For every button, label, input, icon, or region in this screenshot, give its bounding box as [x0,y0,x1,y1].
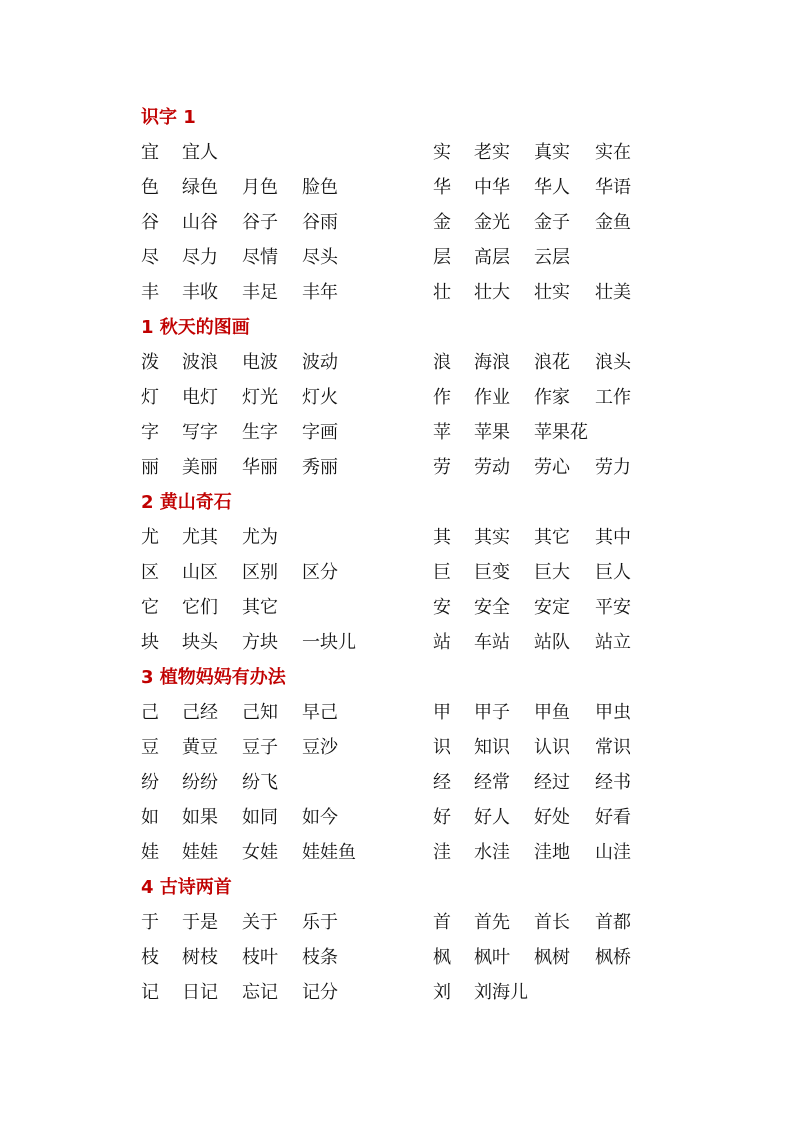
vocab-word: 山区 [182,562,218,583]
vocab-character: 枝 [141,947,159,968]
vocab-character: 站 [433,632,451,653]
vocab-word: 甲子 [474,702,510,723]
vocab-word: 纷纷 [182,772,218,793]
vocab-word: 月色 [242,177,278,198]
vocab-character: 安 [433,597,451,618]
vocab-word: 早己 [302,702,338,723]
vocab-word: 忘记 [242,982,278,1003]
vocab-row [141,975,661,1010]
vocab-word: 其它 [534,527,570,548]
vocab-word: 好看 [595,807,631,828]
vocab-word: 经书 [595,772,631,793]
vocab-word: 电灯 [182,387,218,408]
vocab-row [141,415,661,450]
vocab-word: 生字 [242,422,278,443]
vocab-word: 脸色 [302,177,338,198]
vocab-character: 丰 [141,282,159,303]
vocab-character: 苹 [433,422,451,443]
vocab-row [141,240,661,275]
vocab-word: 它们 [182,597,218,618]
vocab-character: 己 [141,702,159,723]
vocab-word: 区别 [242,562,278,583]
vocab-character: 其 [433,527,451,548]
vocab-word: 好处 [534,807,570,828]
vocab-word: 甲鱼 [534,702,570,723]
vocab-word: 枫桥 [595,947,631,968]
vocab-word: 壮美 [595,282,631,303]
vocab-word: 其中 [595,527,631,548]
vocab-word: 浪头 [595,352,631,373]
vocab-word: 女娃 [242,842,278,863]
vocab-word: 尤为 [242,527,278,548]
vocab-word: 字画 [302,422,338,443]
vocab-word: 劳力 [595,457,631,478]
vocab-word: 劳动 [474,457,510,478]
vocab-word: 作家 [534,387,570,408]
vocab-word: 作业 [474,387,510,408]
vocab-word: 如今 [302,807,338,828]
vocab-character: 色 [141,177,159,198]
vocab-character: 区 [141,562,159,583]
vocab-word: 站队 [534,632,570,653]
vocab-character: 经 [433,772,451,793]
vocab-character: 识 [433,737,451,758]
vocab-character: 字 [141,422,159,443]
vocab-row [141,380,661,415]
vocab-word: 宜人 [182,142,218,163]
vocab-character: 娃 [141,842,159,863]
vocab-word: 丰年 [302,282,338,303]
vocab-word: 首先 [474,912,510,933]
vocab-character: 刘 [433,982,451,1003]
vocab-word: 站立 [595,632,631,653]
vocab-character: 豆 [141,737,159,758]
vocab-character: 壮 [433,282,451,303]
vocab-word: 娃娃 [182,842,218,863]
vocab-character: 金 [433,212,451,233]
vocab-character: 尽 [141,247,159,268]
vocab-word: 山谷 [182,212,218,233]
vocab-word: 好人 [474,807,510,828]
vocab-word: 谷子 [242,212,278,233]
vocab-row [141,135,661,170]
vocab-word: 己知 [242,702,278,723]
vocab-word: 认识 [534,737,570,758]
vocab-word: 灯火 [302,387,338,408]
vocab-character: 洼 [433,842,451,863]
vocab-row [141,695,661,730]
vocab-character: 华 [433,177,451,198]
section-title: 2 黄山奇石 [141,492,232,513]
vocab-character: 作 [433,387,451,408]
vocab-character: 灯 [141,387,159,408]
vocab-word: 枝叶 [242,947,278,968]
vocab-word: 波动 [302,352,338,373]
vocab-word: 壮实 [534,282,570,303]
vocab-word: 乐于 [302,912,338,933]
vocab-word: 平安 [595,597,631,618]
vocab-word: 高层 [474,247,510,268]
vocab-word: 金子 [534,212,570,233]
vocab-row [141,800,661,835]
vocab-word: 波浪 [182,352,218,373]
vocab-word: 黄豆 [182,737,218,758]
vocab-character: 层 [433,247,451,268]
vocab-row [141,835,661,870]
vocab-character: 纷 [141,772,159,793]
vocab-row [141,765,661,800]
vocab-word: 灯光 [242,387,278,408]
vocab-word: 绿色 [182,177,218,198]
vocab-word: 枫树 [534,947,570,968]
vocab-character: 浪 [433,352,451,373]
vocab-word: 纷飞 [242,772,278,793]
vocab-word: 如果 [182,807,218,828]
vocab-row [141,450,661,485]
vocab-character: 块 [141,632,159,653]
vocab-word: 枫叶 [474,947,510,968]
vocab-word: 华人 [534,177,570,198]
vocab-character: 枫 [433,947,451,968]
vocab-word: 其实 [474,527,510,548]
vocab-word: 枝条 [302,947,338,968]
vocab-word: 甲虫 [595,702,631,723]
vocab-row [141,520,661,555]
vocab-row [141,170,661,205]
vocab-character: 好 [433,807,451,828]
vocab-word: 豆沙 [302,737,338,758]
vocab-word: 记分 [302,982,338,1003]
vocab-character: 尤 [141,527,159,548]
vocab-row [141,205,661,240]
vocabulary-document [141,100,661,1010]
vocab-word: 关于 [242,912,278,933]
section-title: 1 秋天的图画 [141,317,250,338]
vocab-word: 中华 [474,177,510,198]
vocab-character: 如 [141,807,159,828]
vocab-row [141,940,661,975]
vocab-word: 美丽 [182,457,218,478]
vocab-word: 于是 [182,912,218,933]
vocab-character: 甲 [433,702,451,723]
vocab-row [141,555,661,590]
section-title: 4 古诗两首 [141,877,232,898]
vocab-word: 老实 [474,142,510,163]
vocab-word: 尤其 [182,527,218,548]
vocab-word: 安定 [534,597,570,618]
section-title: 识字 1 [141,107,196,128]
vocab-word: 知识 [474,737,510,758]
vocab-word: 谷雨 [302,212,338,233]
vocab-row [141,590,661,625]
vocab-character: 于 [141,912,159,933]
vocab-word: 刘海儿 [474,982,528,1003]
vocab-row [141,275,661,310]
vocab-character: 丽 [141,457,159,478]
vocab-word: 首长 [534,912,570,933]
vocab-word: 豆子 [242,737,278,758]
vocab-character: 泼 [141,352,159,373]
vocab-word: 壮大 [474,282,510,303]
vocab-word: 金鱼 [595,212,631,233]
vocab-row [141,905,661,940]
vocab-word: 经过 [534,772,570,793]
vocab-word: 电波 [242,352,278,373]
vocab-word: 车站 [474,632,510,653]
vocab-word: 真实 [534,142,570,163]
vocab-character: 劳 [433,457,451,478]
vocab-word: 金光 [474,212,510,233]
vocab-word: 华丽 [242,457,278,478]
vocab-word: 树枝 [182,947,218,968]
vocab-word: 尽力 [182,247,218,268]
vocab-word: 娃娃鱼 [302,842,356,863]
vocab-character: 巨 [433,562,451,583]
vocab-word: 如同 [242,807,278,828]
section-title: 3 植物妈妈有办法 [141,667,286,688]
vocab-word: 首都 [595,912,631,933]
vocab-word: 尽头 [302,247,338,268]
vocab-word: 海浪 [474,352,510,373]
vocab-word: 巨变 [474,562,510,583]
vocab-character: 实 [433,142,451,163]
vocab-row [141,625,661,660]
vocab-character: 首 [433,912,451,933]
vocab-character: 记 [141,982,159,1003]
vocab-word: 云层 [534,247,570,268]
vocab-word: 巨大 [534,562,570,583]
vocab-word: 日记 [182,982,218,1003]
vocab-word: 尽情 [242,247,278,268]
vocab-word: 劳心 [534,457,570,478]
vocab-word: 方块 [242,632,278,653]
vocab-word: 秀丽 [302,457,338,478]
vocab-word: 安全 [474,597,510,618]
vocab-word: 己经 [182,702,218,723]
vocab-word: 洼地 [534,842,570,863]
vocab-word: 浪花 [534,352,570,373]
vocab-word: 经常 [474,772,510,793]
vocab-word: 水洼 [474,842,510,863]
vocab-word: 实在 [595,142,631,163]
vocab-word: 华语 [595,177,631,198]
vocab-word: 苹果 [474,422,510,443]
vocab-word: 丰收 [182,282,218,303]
vocab-word: 巨人 [595,562,631,583]
vocab-word: 块头 [182,632,218,653]
vocab-character: 它 [141,597,159,618]
vocab-word: 一块儿 [302,632,356,653]
vocab-word: 常识 [595,737,631,758]
vocab-word: 其它 [242,597,278,618]
vocab-word: 苹果花 [534,422,588,443]
vocab-character: 谷 [141,212,159,233]
vocab-word: 写字 [182,422,218,443]
vocab-character: 宜 [141,142,159,163]
vocab-row [141,730,661,765]
vocab-word: 工作 [595,387,631,408]
vocab-word: 山洼 [595,842,631,863]
vocab-word: 丰足 [242,282,278,303]
vocab-word: 区分 [302,562,338,583]
vocab-row [141,345,661,380]
